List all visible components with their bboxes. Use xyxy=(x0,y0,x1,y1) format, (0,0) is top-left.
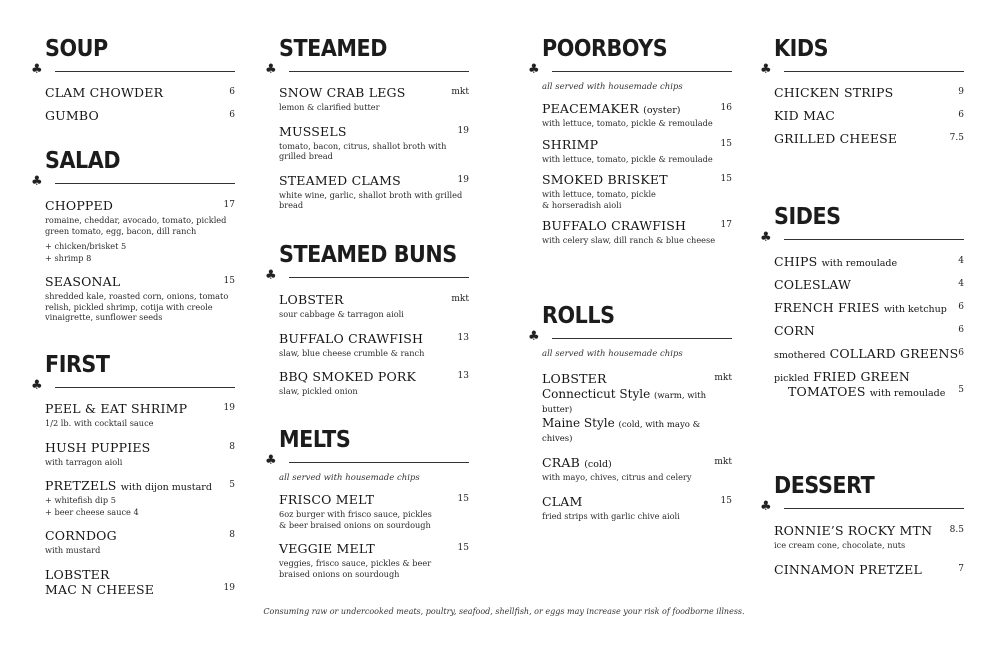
item-description: shredded kale, roasted corn, onions, tomato relish, pickled shrimp, cotija with creole vinaigrette, sunflower seeds xyxy=(45,291,229,322)
item-addon: + whitefish dip 5 xyxy=(45,495,116,505)
menu-item: GRILLED CHEESE 7.5 xyxy=(774,131,964,146)
menu-item: GUMBO 6 xyxy=(45,108,235,123)
menu-item: CORNDOG 8 with mustard xyxy=(45,528,235,555)
section-title: STEAMED BUNS xyxy=(279,242,457,268)
item-description: with mayo, chives, citrus and celery xyxy=(542,472,692,482)
item-description: romaine, cheddar, avocado, tomato, pickled green tomato, egg, bacon, dill ranch xyxy=(45,215,227,236)
item-option: Connecticut Style (warm, with butter) xyxy=(542,387,707,415)
fleur-ornament-icon: ♣ xyxy=(760,499,772,514)
item-description: ice cream cone, chocolate, nuts xyxy=(774,540,906,550)
menu-item: CHOPPED 17 romaine, cheddar, avocado, tomato, pickled green tomato, egg, bacon, dill ranch + chicken/brisket 5 + shrimp 8 xyxy=(45,198,235,263)
item-description: with mustard xyxy=(45,545,101,555)
fleur-ornament-icon: ♣ xyxy=(528,329,540,344)
price: 19 xyxy=(223,403,235,413)
section-kids xyxy=(760,36,964,146)
item-description: with celery slaw, dill ranch & blue cheese xyxy=(542,235,716,245)
section-steamed xyxy=(265,36,469,211)
fleur-ornament-icon: ♣ xyxy=(528,62,540,77)
price: mkt xyxy=(451,294,469,304)
price: 6 xyxy=(229,110,235,120)
fleur-ornament-icon: ♣ xyxy=(31,174,43,189)
item-description: with lettuce, tomato, pickle & remoulade xyxy=(542,153,713,164)
section-divider xyxy=(760,499,964,514)
menu-item: PEEL & EAT SHRIMP 19 1/2 lb. with cocktail sauce xyxy=(45,401,235,428)
price: 4 xyxy=(958,256,964,266)
item-description: with lettuce, tomato, pickle & remoulade xyxy=(542,118,713,128)
item-description: white wine, garlic, shallot broth with grilled bread xyxy=(279,189,463,210)
item-addon: + chicken/brisket 5 xyxy=(45,241,127,251)
menu-item: pickled FRIED GREEN TOMATOES with remoulade 5 xyxy=(774,369,964,399)
price: mkt xyxy=(714,373,732,383)
section-title: FIRST xyxy=(45,352,110,378)
menu-item: BUFFALO CRAWFISH 13 slaw, blue cheese crumble & ranch xyxy=(279,330,469,358)
menu-item: STEAMED CLAMS 19 white wine, garlic, shallot broth with grilled bread xyxy=(279,172,469,210)
section-divider xyxy=(31,378,235,393)
item-description: with tarragon aioli xyxy=(45,456,123,467)
menu-item: CHIPS with remoulade 4 xyxy=(774,254,964,269)
item-description: 6oz burger with frisco sauce, pickles & beer braised onions on sourdough xyxy=(279,509,432,530)
section-title: MELTS xyxy=(279,427,351,453)
fleur-ornament-icon: ♣ xyxy=(31,62,43,77)
price: 7.5 xyxy=(949,133,964,143)
price: 17 xyxy=(223,200,235,210)
menu-item: SEASONAL 15 shredded kale, roasted corn, onions, tomato relish, pickled shrimp, cotija with creole vinaigrette, sunflower seeds xyxy=(45,274,235,322)
section-divider xyxy=(31,62,235,77)
menu-item: BUFFALO CRAWFISH 17 with celery slaw, dill ranch & blue cheese xyxy=(542,218,732,245)
menu-item: FRENCH FRIES with ketchup 6 xyxy=(774,300,964,315)
menu-item: LOBSTER mkt Connecticut Style (warm, with butter) Maine Style (cold, with mayo & chives) xyxy=(542,371,732,444)
menu-item: SMOKED BRISKET 15 with lettuce, tomato, pickle & horseradish aioli xyxy=(542,172,732,210)
section-divider xyxy=(528,329,732,344)
section-title: DESSERT xyxy=(774,473,875,499)
menu-item: MUSSELS 19 tomato, bacon, citrus, shallot broth with grilled bread xyxy=(279,123,469,161)
section-divider xyxy=(760,62,964,77)
price: 15 xyxy=(223,276,235,286)
section-title: POORBOYS xyxy=(542,36,668,62)
item-description: lemon & clarified butter xyxy=(279,102,380,112)
price: mkt xyxy=(451,87,469,97)
section-melts xyxy=(265,427,469,579)
menu-item: PRETZELS with dijon mustard 5 + whitefish dip 5 + beer cheese sauce 4 xyxy=(45,478,235,517)
price: 16 xyxy=(720,103,732,113)
section-divider xyxy=(265,268,469,283)
menu-item: RONNIE’S ROCKY MTN 8.5 ice cream cone, chocolate, nuts xyxy=(774,523,964,550)
food-safety-disclaimer: Consuming raw or undercooked meats, poultry, seafood, shellfish, or eggs may increase your risk of foodborne illness. xyxy=(263,607,745,616)
price: 15 xyxy=(457,494,469,504)
item-addon: + shrimp 8 xyxy=(45,253,92,263)
fleur-ornament-icon: ♣ xyxy=(760,62,772,77)
price: 5 xyxy=(958,385,964,395)
menu-item: smothered COLLARD GREENS 6 xyxy=(774,346,964,361)
section-rolls xyxy=(528,303,732,521)
price: 6 xyxy=(958,348,964,358)
menu-item: VEGGIE MELT 15 veggies, frisco sauce, pickles & beer braised onions on sourdough xyxy=(279,541,469,579)
menu-item: CHICKEN STRIPS 9 xyxy=(774,85,964,100)
price: 8 xyxy=(229,530,235,540)
price: 17 xyxy=(720,220,732,230)
price: 4 xyxy=(958,279,964,289)
section-divider xyxy=(265,453,469,468)
section-divider xyxy=(265,62,469,77)
menu-item: LOBSTER mkt sour cabbage & tarragon aioli xyxy=(279,292,469,319)
menu-item: CINNAMON PRETZEL 7 xyxy=(774,561,964,577)
section-steamed-buns xyxy=(265,242,469,397)
price: 6 xyxy=(229,87,235,97)
item-description: sour cabbage & tarragon aioli xyxy=(279,309,404,319)
menu-item: SHRIMP 15 with lettuce, tomato, pickle & remoulade xyxy=(542,136,732,164)
menu-item: KID MAC 6 xyxy=(774,108,964,123)
fleur-ornament-icon: ♣ xyxy=(265,268,277,283)
section-title: SALAD xyxy=(45,148,121,174)
menu-item: LOBSTER MAC N CHEESE 19 xyxy=(45,566,235,597)
section-note: all served with housemade chips xyxy=(542,349,683,359)
price: 15 xyxy=(457,543,469,553)
section-sides xyxy=(760,204,964,399)
item-description: slaw, pickled onion xyxy=(279,386,358,396)
item-addon: + beer cheese sauce 4 xyxy=(45,507,139,517)
section-title: KIDS xyxy=(774,36,829,62)
section-title: SOUP xyxy=(45,36,108,62)
menu-item: PEACEMAKER (oyster) 16 with lettuce, tomato, pickle & remoulade xyxy=(542,101,732,128)
menu-item: CRAB (cold) mkt with mayo, chives, citrus and celery xyxy=(542,455,732,482)
item-description: tomato, bacon, citrus, shallot broth with grilled bread xyxy=(279,140,447,161)
section-title: ROLLS xyxy=(542,303,615,329)
menu-item: HUSH PUPPIES 8 with tarragon aioli xyxy=(45,439,235,467)
price: 15 xyxy=(720,495,732,506)
section-first xyxy=(31,352,235,597)
section-soup xyxy=(31,36,235,123)
item-description: with lettuce, tomato, pickle & horseradish aioli xyxy=(542,189,656,210)
section-divider xyxy=(31,174,235,189)
section-note: all served with housemade chips xyxy=(542,82,683,92)
item-description: veggies, frisco sauce, pickles & beer braised onions on sourdough xyxy=(279,558,432,579)
item-description: 1/2 lb. with cocktail sauce xyxy=(45,418,154,428)
price: 6 xyxy=(958,110,964,120)
section-title: SIDES xyxy=(774,204,841,230)
menu-item: COLESLAW 4 xyxy=(774,277,964,292)
price: 6 xyxy=(958,325,964,335)
menu-item: BBQ SMOKED PORK 13 slaw, pickled onion xyxy=(279,369,469,396)
price: 19 xyxy=(457,125,469,136)
section-dessert xyxy=(760,473,964,577)
price: 8 xyxy=(229,441,235,452)
price: 8.5 xyxy=(949,525,964,535)
section-divider xyxy=(760,230,964,245)
price: 13 xyxy=(457,332,469,343)
menu-item: CLAM CHOWDER 6 xyxy=(45,85,235,100)
price: 7 xyxy=(958,563,964,574)
menu-item: FRISCO MELT 15 6oz burger with frisco sauce, pickles & beer braised onions on sourdough xyxy=(279,492,469,530)
fleur-ornament-icon: ♣ xyxy=(760,230,772,245)
section-title: STEAMED xyxy=(279,36,387,62)
price: 19 xyxy=(457,174,469,185)
price: 15 xyxy=(720,138,732,149)
fleur-ornament-icon: ♣ xyxy=(265,453,277,468)
price: 13 xyxy=(457,371,469,381)
menu-item: SNOW CRAB LEGS mkt lemon & clarified butter xyxy=(279,85,469,112)
price: 15 xyxy=(720,174,732,184)
fleur-ornament-icon: ♣ xyxy=(265,62,277,77)
section-salad xyxy=(31,148,235,323)
fleur-ornament-icon: ♣ xyxy=(31,378,43,393)
price: mkt xyxy=(714,457,732,467)
section-poorboys xyxy=(528,36,732,246)
menu-item: CLAM 15 fried strips with garlic chive aioli xyxy=(542,493,732,521)
menu-item: CORN 6 xyxy=(774,323,964,338)
price: 9 xyxy=(958,87,964,97)
item-description: fried strips with garlic chive aioli xyxy=(542,510,680,521)
item-description: slaw, blue cheese crumble & ranch xyxy=(279,347,425,358)
item-option: Maine Style (cold, with mayo & chives) xyxy=(542,416,701,444)
section-note: all served with housemade chips xyxy=(279,473,420,483)
price: 5 xyxy=(229,480,235,490)
section-divider xyxy=(528,62,732,77)
price: 19 xyxy=(223,582,235,593)
price: 6 xyxy=(958,302,964,312)
